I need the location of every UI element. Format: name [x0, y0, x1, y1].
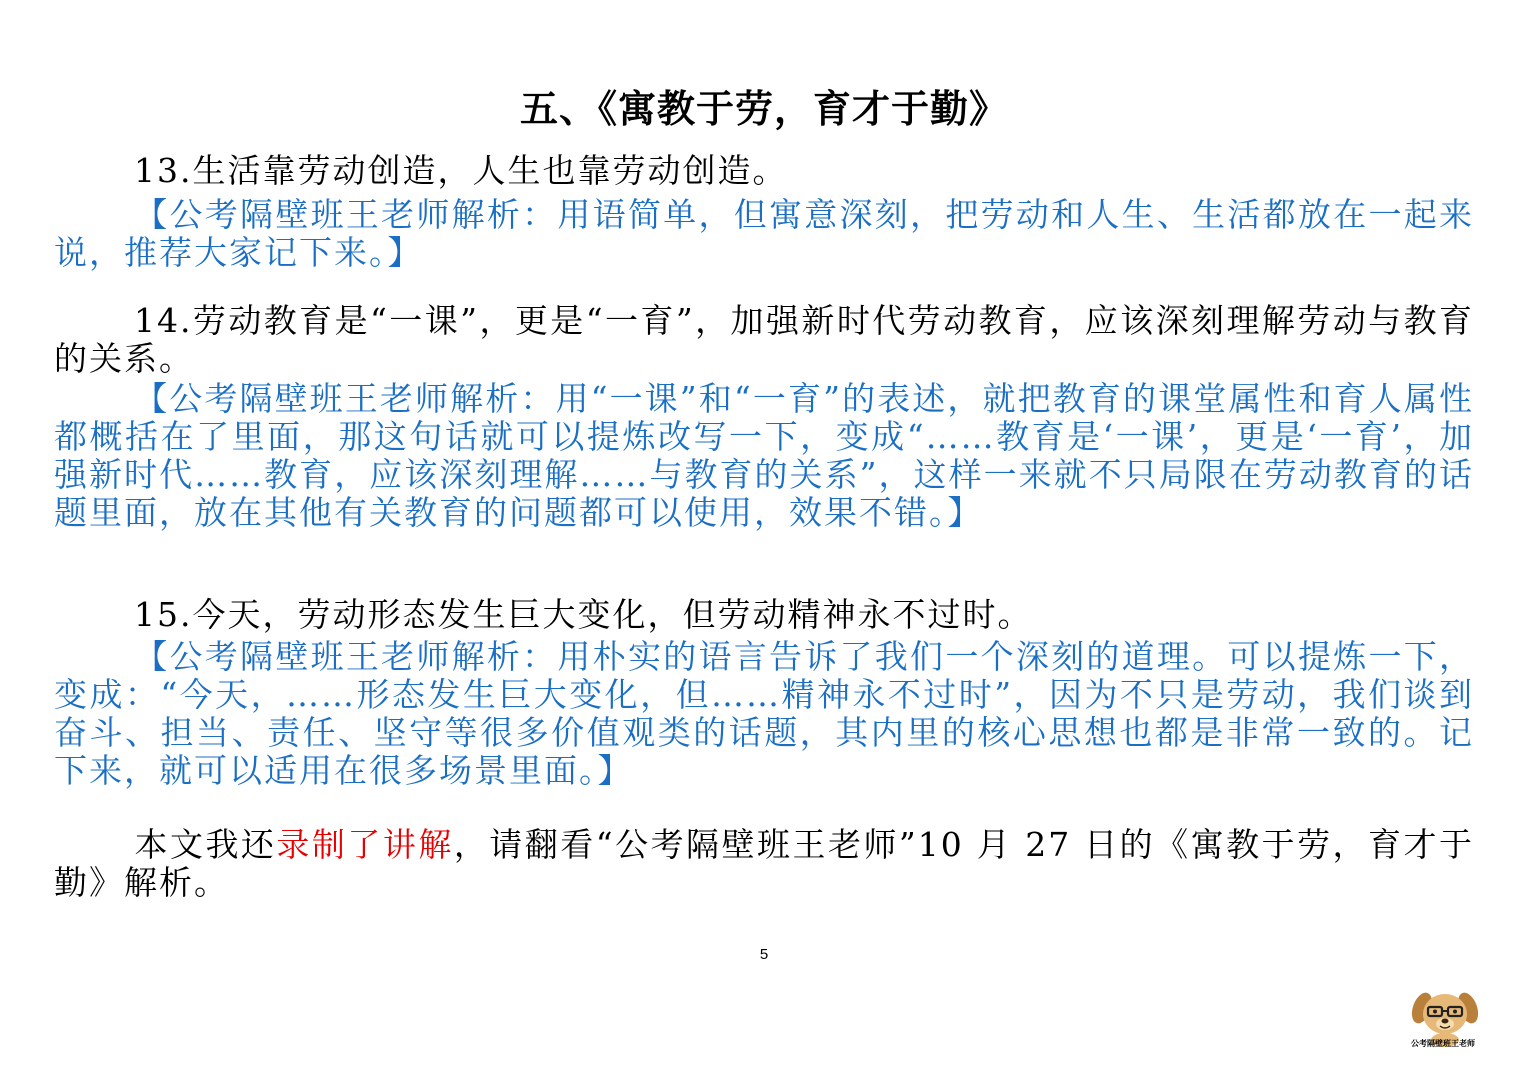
closing-highlight: 录制了讲解 — [276, 825, 454, 864]
item-15-text — [54, 596, 1474, 634]
page-title: 五、《寓教于劳，育才于勤》 — [519, 86, 1008, 131]
logo-caption: 公考隔壁班王老师 — [1411, 1039, 1475, 1048]
item-14-text-content: 14.劳动教育是“一课”，更是“一育”，加强新时代劳动教育，应该深刻理解劳动与教育的关系。 — [54, 301, 1474, 378]
item-15-analysis — [54, 638, 1474, 790]
closing-paragraph — [54, 826, 1474, 902]
page-number: 5 — [759, 946, 769, 963]
item-14-analysis-content: 【公考隔壁班王老师解析：用“一课”和“一育”的表述，就把教育的课堂属性和育人属性都概括在了里面，那这句话就可以提炼改写一下，变成“……教育是‘一课’，更是‘一育’，加强新时代……教育，应该深刻理解……与教育的关系”，这样一来就不只局限在劳动教育的话题里面，放在其他有关教育的问题都可以使用，效果不错。】 — [54, 379, 1474, 532]
item-15-text-content: 15.今天，劳动形态发生巨大变化，但劳动精神永不过时。 — [134, 595, 1033, 634]
item-14-text — [54, 302, 1474, 378]
item-15-analysis-content: 【公考隔壁班王老师解析：用朴实的语言告诉了我们一个深刻的道理。可以提炼一下，变成：“今天，……形态发生巨大变化，但……精神永不过时”，因为不只是劳动，我们谈到奋斗、担当、责任、坚守等很多价值观类的话题，其内里的核心思想也都是非常一致的。记下来，就可以适用在很多场景里面。】 — [54, 637, 1474, 790]
item-14-analysis — [54, 380, 1474, 532]
closing-after: ，请翻看“公考隔壁班王老师”10 月 27 日的《寓教于劳，育才于勤》解析。 — [54, 825, 1474, 902]
item-13-text-content: 13.生活靠劳动创造，人生也靠劳动创造。 — [134, 151, 788, 190]
closing-before: 本文我还 — [134, 825, 277, 864]
item-13-analysis — [54, 196, 1474, 272]
item-13-analysis-content: 【公考隔壁班王老师解析：用语简单，但寓意深刻，把劳动和人生、生活都放在一起来说，推荐大家记下来。】 — [54, 195, 1474, 272]
item-13-text — [54, 152, 1474, 190]
